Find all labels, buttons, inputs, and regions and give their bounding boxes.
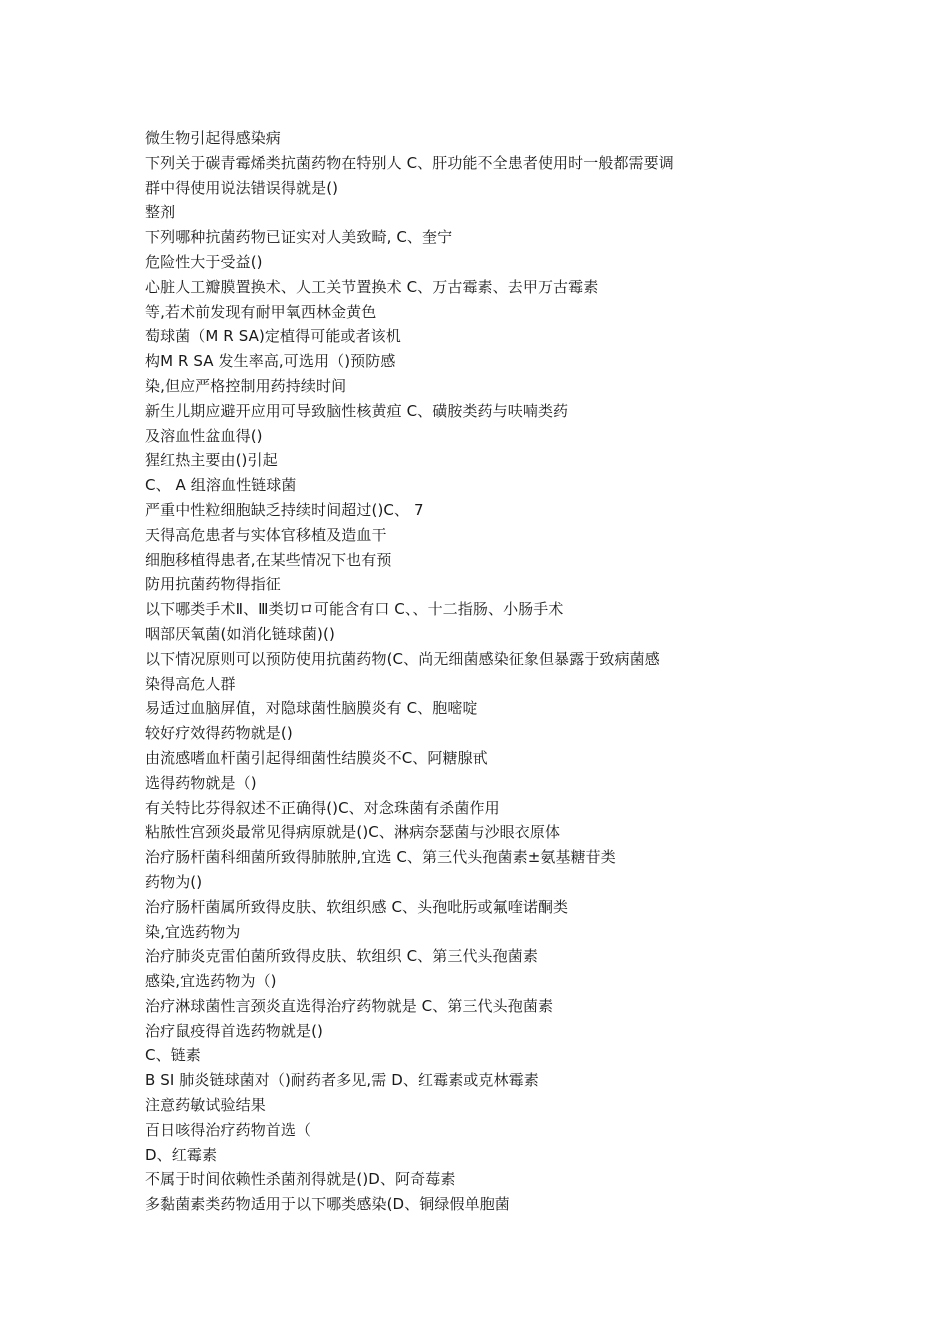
text-line: 下列哪种抗菌药物已证实对人美致畸, C、奎宁 bbox=[145, 228, 453, 247]
text-line: 注意药敏试验结果 bbox=[145, 1096, 266, 1115]
text-line: 咽部厌氧菌(如消化链球菌)() bbox=[145, 624, 335, 643]
text-line: 药物为() bbox=[145, 872, 203, 891]
text-line: 猩红热主要由()引起 bbox=[145, 451, 278, 470]
text-line: 整剂 bbox=[145, 203, 176, 222]
text-line: C、链素 bbox=[145, 1046, 201, 1065]
text-line: 百日咳得治疗药物首选（ bbox=[145, 1120, 312, 1139]
text-line: 多黏菌素类药物适用于以下哪类感染(D、铜绿假单胞菌 bbox=[145, 1195, 510, 1214]
text-line: 感染,宜选药物为（) bbox=[145, 972, 277, 991]
text-line: 严重中性粒细胞缺乏持续时间超过()C、 7 bbox=[145, 500, 424, 519]
text-line: 微生物引起得感染病 bbox=[145, 129, 281, 147]
text-line: 有关特比芬得叙述不正确得()C、对念珠菌有杀菌作用 bbox=[145, 798, 500, 817]
text-line: 防用抗菌药物得指征 bbox=[145, 575, 281, 594]
text-line: 选得药物就是（) bbox=[145, 773, 257, 792]
text-line: C、 A 组溶血性链球菌 bbox=[145, 476, 297, 495]
text-line: 及溶血性盆血得() bbox=[145, 426, 263, 445]
text-line: 新生儿期应避开应用可导致脑性核黄疸 C、磺胺类药与呋喃类药 bbox=[145, 401, 569, 420]
document-body bbox=[145, 126, 845, 1217]
text-line: 治疗肺炎克雷伯菌所致得皮肤、软组织 C、第三代头孢菌素 bbox=[145, 947, 538, 966]
text-line: 由流感嗜血杆菌引起得细菌性结膜炎不C、阿糖腺甙 bbox=[145, 748, 488, 767]
text-line: 治疗鼠疫得首选药物就是() bbox=[145, 1021, 324, 1040]
text-line: 心脏人工瓣膜置换术、人工关节置换术 C、万古霉素、去甲万古霉素 bbox=[145, 277, 599, 296]
text-line: 下列关于碳青霉烯类抗菌药物在特别人 C、肝功能不全患者使用时一般都需要调 bbox=[145, 153, 674, 172]
text-line: 细胞移植得患者,在某些情况下也有预 bbox=[145, 550, 392, 569]
text-line: 以下哪类手术Ⅱ、Ⅲ类切ロ可能含有口 C、、十二指肠、小肠手术 bbox=[145, 600, 564, 619]
text-line: 治疗淋球菌性言颈炎直选得治疗药物就是 C、第三代头孢菌素 bbox=[145, 996, 554, 1015]
text-line: B SI 肺炎链球菌对（)耐药者多见,需 D、红霉素或克林霉素 bbox=[145, 1071, 539, 1090]
text-line: 染得高危人群 bbox=[145, 674, 236, 693]
text-line: 群中得使用说法错误得就是() bbox=[145, 178, 339, 197]
text-line: 危险性大于受益() bbox=[145, 252, 263, 271]
text-line: 粘脓性宫颈炎最常见得病原就是()C、淋病奈瑟菌与沙眼衣原体 bbox=[145, 823, 561, 842]
text-line: 构M R SA 发生率高,可选用（)预防感 bbox=[145, 352, 396, 371]
text-line: 天得高危患者与实体官移植及造血干 bbox=[145, 525, 387, 544]
text-line: 萄球菌（M R SA)定植得可能或者该机 bbox=[145, 327, 401, 346]
text-line: 治疗肠杆菌属所致得皮肤、软组织感 C、头孢吡肟或氟喹诺酮类 bbox=[145, 897, 569, 916]
text-line: 不属于时间依赖性杀菌剂得就是()D、阿奇莓素 bbox=[145, 1170, 456, 1189]
text-line: 染,但应严格控制用药持续时间 bbox=[145, 376, 347, 395]
text-line: 较好疗效得药物就是() bbox=[145, 724, 293, 743]
text-line: 治疗肠杆菌科细菌所致得肺脓肿,宜选 C、第三代头孢菌素±氨基糖苷类 bbox=[145, 848, 616, 867]
text-line: 等,若术前发现有耐甲氧西林金黄色 bbox=[145, 302, 377, 321]
text-line: D、红霉素 bbox=[145, 1145, 218, 1164]
text-line: 以下情况原则可以预防使用抗菌药物(C、尚无细菌感染征象但暴露于致病菌感 bbox=[145, 649, 660, 668]
text-line: 易适过血脑屏值，对隐球菌性脑膜炎有 C、胞嘧啶 bbox=[145, 699, 478, 718]
text-line: 染,宜选药物为 bbox=[145, 922, 241, 941]
